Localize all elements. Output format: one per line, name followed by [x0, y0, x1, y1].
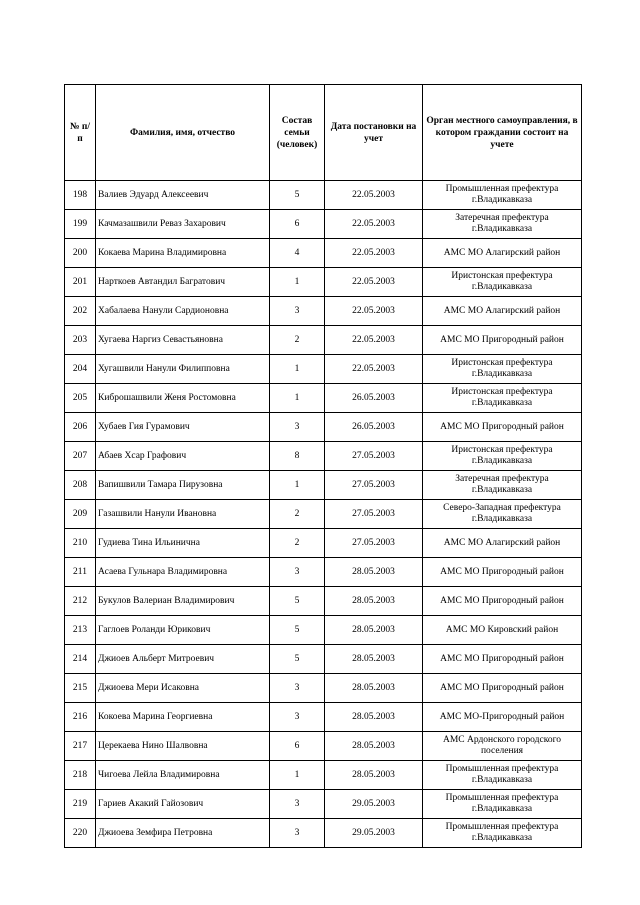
registration-date-cell: 28.05.2003	[325, 732, 423, 761]
full-name-cell: Кокоева Марина Георгиевна	[96, 703, 270, 732]
table-row	[65, 384, 582, 413]
row-number-cell: 209	[65, 500, 96, 529]
authority-cell: АМС МО Пригородный район	[423, 645, 582, 674]
header-number: № п/п	[65, 85, 96, 181]
document-page	[64, 84, 581, 848]
full-name-cell: Хугашвили Нанули Филипповна	[96, 355, 270, 384]
registration-date-cell: 22.05.2003	[325, 268, 423, 297]
registry-table	[64, 84, 582, 848]
table-row	[65, 645, 582, 674]
authority-cell: Северо-Западная префектура г.Владикавказа	[423, 500, 582, 529]
full-name-cell: Хубаев Гия Гурамович	[96, 413, 270, 442]
table-row	[65, 761, 582, 790]
registration-date-cell: 29.05.2003	[325, 819, 423, 848]
family-size-cell: 6	[270, 732, 325, 761]
header-authority: Орган местного самоуправления, в котором граждании состоит на учете	[423, 85, 582, 181]
table-row	[65, 732, 582, 761]
header-name: Фамилия, имя, отчество	[96, 85, 270, 181]
full-name-cell: Хугаева Наргиз Севастьяновна	[96, 326, 270, 355]
family-size-cell: 3	[270, 790, 325, 819]
registration-date-cell: 28.05.2003	[325, 558, 423, 587]
authority-cell: Иристонская префектура г.Владикавказа	[423, 268, 582, 297]
registration-date-cell: 26.05.2003	[325, 384, 423, 413]
authority-cell: АМС МО Пригородный район	[423, 558, 582, 587]
full-name-cell: Чигоева Лейла Владимировна	[96, 761, 270, 790]
authority-cell: АМС МО Пригородный район	[423, 587, 582, 616]
table-body	[65, 181, 582, 848]
family-size-cell: 3	[270, 674, 325, 703]
full-name-cell: Нарткоев Автандил Багратович	[96, 268, 270, 297]
family-size-cell: 3	[270, 703, 325, 732]
row-number-cell: 200	[65, 239, 96, 268]
row-number-cell: 218	[65, 761, 96, 790]
registration-date-cell: 28.05.2003	[325, 616, 423, 645]
authority-cell: АМС МО Алагирский район	[423, 239, 582, 268]
row-number-cell: 211	[65, 558, 96, 587]
authority-cell: Промышленная префектура г.Владикавказа	[423, 761, 582, 790]
registration-date-cell: 22.05.2003	[325, 239, 423, 268]
row-number-cell: 208	[65, 471, 96, 500]
registration-date-cell: 28.05.2003	[325, 703, 423, 732]
row-number-cell: 204	[65, 355, 96, 384]
table-row	[65, 616, 582, 645]
row-number-cell: 214	[65, 645, 96, 674]
family-size-cell: 2	[270, 500, 325, 529]
table-header-row	[65, 85, 582, 181]
family-size-cell: 1	[270, 471, 325, 500]
table-row	[65, 210, 582, 239]
authority-cell: Затеречная префектура г.Владикавказа	[423, 471, 582, 500]
family-size-cell: 3	[270, 413, 325, 442]
authority-cell: Иристонская префектура г.Владикавказа	[423, 355, 582, 384]
registration-date-cell: 22.05.2003	[325, 210, 423, 239]
row-number-cell: 212	[65, 587, 96, 616]
row-number-cell: 203	[65, 326, 96, 355]
row-number-cell: 213	[65, 616, 96, 645]
family-size-cell: 1	[270, 761, 325, 790]
full-name-cell: Гариев Акакий Гайозович	[96, 790, 270, 819]
registration-date-cell: 28.05.2003	[325, 645, 423, 674]
header-family-size: Состав семьи (человек)	[270, 85, 325, 181]
authority-cell: АМС МО Алагирский район	[423, 529, 582, 558]
registration-date-cell: 22.05.2003	[325, 355, 423, 384]
registration-date-cell: 28.05.2003	[325, 674, 423, 703]
table-row	[65, 558, 582, 587]
table-row	[65, 326, 582, 355]
row-number-cell: 198	[65, 181, 96, 210]
family-size-cell: 4	[270, 239, 325, 268]
table-row	[65, 500, 582, 529]
row-number-cell: 220	[65, 819, 96, 848]
table-row	[65, 471, 582, 500]
family-size-cell: 1	[270, 355, 325, 384]
table-row	[65, 355, 582, 384]
table-row	[65, 442, 582, 471]
full-name-cell: Абаев Хсар Графович	[96, 442, 270, 471]
family-size-cell: 3	[270, 558, 325, 587]
family-size-cell: 2	[270, 529, 325, 558]
family-size-cell: 6	[270, 210, 325, 239]
authority-cell: Иристонская префектура г.Владикавказа	[423, 384, 582, 413]
full-name-cell: Валиев Эдуард Алексеевич	[96, 181, 270, 210]
full-name-cell: Газашвили Нанули Ивановна	[96, 500, 270, 529]
row-number-cell: 210	[65, 529, 96, 558]
registration-date-cell: 26.05.2003	[325, 413, 423, 442]
family-size-cell: 2	[270, 326, 325, 355]
row-number-cell: 206	[65, 413, 96, 442]
full-name-cell: Гудиева Тина Ильинична	[96, 529, 270, 558]
registration-date-cell: 27.05.2003	[325, 442, 423, 471]
authority-cell: АМС МО Пригородный район	[423, 413, 582, 442]
registration-date-cell: 27.05.2003	[325, 529, 423, 558]
family-size-cell: 1	[270, 268, 325, 297]
authority-cell: АМС МО Кировский район	[423, 616, 582, 645]
full-name-cell: Церекаева Нино Шалвовна	[96, 732, 270, 761]
authority-cell: АМС МО Пригородный район	[423, 326, 582, 355]
registration-date-cell: 22.05.2003	[325, 181, 423, 210]
full-name-cell: Асаева Гульнара Владимировна	[96, 558, 270, 587]
row-number-cell: 201	[65, 268, 96, 297]
authority-cell: Промышленная префектура г.Владикавказа	[423, 181, 582, 210]
family-size-cell: 3	[270, 297, 325, 326]
row-number-cell: 205	[65, 384, 96, 413]
table-row	[65, 819, 582, 848]
full-name-cell: Киброшашвили Женя Ростомовна	[96, 384, 270, 413]
table-row	[65, 790, 582, 819]
table-row	[65, 587, 582, 616]
family-size-cell: 5	[270, 181, 325, 210]
row-number-cell: 202	[65, 297, 96, 326]
row-number-cell: 219	[65, 790, 96, 819]
row-number-cell: 216	[65, 703, 96, 732]
family-size-cell: 3	[270, 819, 325, 848]
authority-cell: АМС МО Пригородный район	[423, 674, 582, 703]
full-name-cell: Хабалаева Нанули Сардионовна	[96, 297, 270, 326]
family-size-cell: 8	[270, 442, 325, 471]
table-row	[65, 239, 582, 268]
full-name-cell: Джиоева Земфира Петровна	[96, 819, 270, 848]
family-size-cell: 5	[270, 587, 325, 616]
authority-cell: Промышленная префектура г.Владикавказа	[423, 790, 582, 819]
row-number-cell: 215	[65, 674, 96, 703]
registration-date-cell: 27.05.2003	[325, 471, 423, 500]
family-size-cell: 5	[270, 645, 325, 674]
full-name-cell: Качмазашвили Реваз Захарович	[96, 210, 270, 239]
full-name-cell: Джиоева Мери Исаковна	[96, 674, 270, 703]
row-number-cell: 217	[65, 732, 96, 761]
registration-date-cell: 22.05.2003	[325, 297, 423, 326]
table-row	[65, 529, 582, 558]
registration-date-cell: 28.05.2003	[325, 587, 423, 616]
registration-date-cell: 28.05.2003	[325, 761, 423, 790]
authority-cell: АМС МО-Пригородный район	[423, 703, 582, 732]
table-row	[65, 297, 582, 326]
full-name-cell: Букулов Валериан Владимирович	[96, 587, 270, 616]
authority-cell: Промышленная префектура г.Владикавказа	[423, 819, 582, 848]
family-size-cell: 5	[270, 616, 325, 645]
table-row	[65, 413, 582, 442]
full-name-cell: Вапишвили Тамара Пирузовна	[96, 471, 270, 500]
authority-cell: АМС МО Алагирский район	[423, 297, 582, 326]
authority-cell: Иристонская префектура г.Владикавказа	[423, 442, 582, 471]
row-number-cell: 207	[65, 442, 96, 471]
table-row	[65, 703, 582, 732]
table-row	[65, 674, 582, 703]
table-row	[65, 181, 582, 210]
full-name-cell: Гаглоев Роланди Юрикович	[96, 616, 270, 645]
full-name-cell: Кокаева Марина Владимировна	[96, 239, 270, 268]
authority-cell: Затеречная префектура г.Владикавказа	[423, 210, 582, 239]
registration-date-cell: 27.05.2003	[325, 500, 423, 529]
row-number-cell: 199	[65, 210, 96, 239]
registration-date-cell: 29.05.2003	[325, 790, 423, 819]
full-name-cell: Джиоев Альберт Митроевич	[96, 645, 270, 674]
family-size-cell: 1	[270, 384, 325, 413]
table-row	[65, 268, 582, 297]
authority-cell: АМС Ардонского городского поселения	[423, 732, 582, 761]
header-date: Дата постановки на учет	[325, 85, 423, 181]
registration-date-cell: 22.05.2003	[325, 326, 423, 355]
